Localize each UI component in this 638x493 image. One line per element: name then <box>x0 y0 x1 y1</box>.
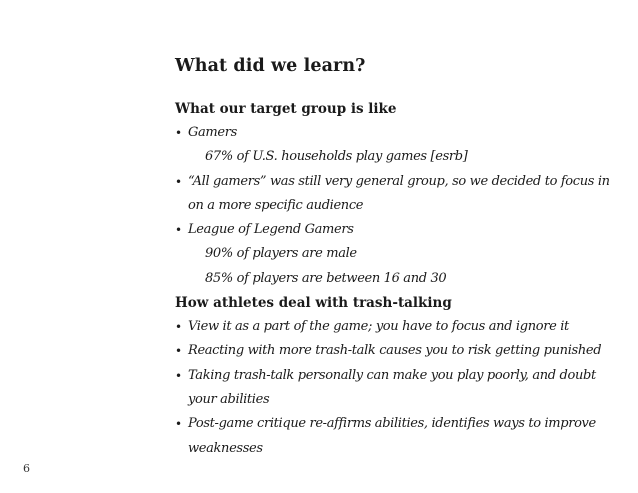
sub-item: 85% of players are between 16 and 30 <box>205 270 447 286</box>
sub-item: 90% of players are male <box>205 246 357 262</box>
bullet-icon: • <box>175 368 182 383</box>
bullet-icon: • <box>175 174 182 189</box>
list-item: • Gamers <box>175 121 615 145</box>
list-item: • View it as a part of the game; you have to focus and ignore it <box>175 315 615 339</box>
bullet-icon: • <box>175 126 182 140</box>
bullet-icon: • <box>175 223 182 238</box>
list-item: • Post-game critique re-affirms abilities, identifies ways to improve weaknesses <box>175 412 615 461</box>
page-number: 6 <box>23 462 30 475</box>
section-heading-target-group: What our target group is like <box>175 101 397 117</box>
list-item: • Reacting with more trash-talk causes you to risk getting punished <box>175 339 615 363</box>
bullet-icon: • <box>175 320 182 335</box>
slide-content <box>175 97 615 461</box>
section-heading-trash-talk: How athletes deal with trash-talking <box>175 295 452 312</box>
list-item: • Taking trash-talk personally can make you play poorly, and doubt your abilities <box>175 364 615 413</box>
list-item: • League of Legend Gamers <box>175 218 615 242</box>
sub-item: 67% of U.S. households play games [esrb] <box>205 149 468 165</box>
list-item: • “All gamers” was still very general group, so we decided to focus in on a more specific audience <box>175 170 615 219</box>
bullet-icon: • <box>175 417 182 432</box>
bullet-icon: • <box>175 344 182 359</box>
slide-title: What did we learn? <box>175 56 366 76</box>
